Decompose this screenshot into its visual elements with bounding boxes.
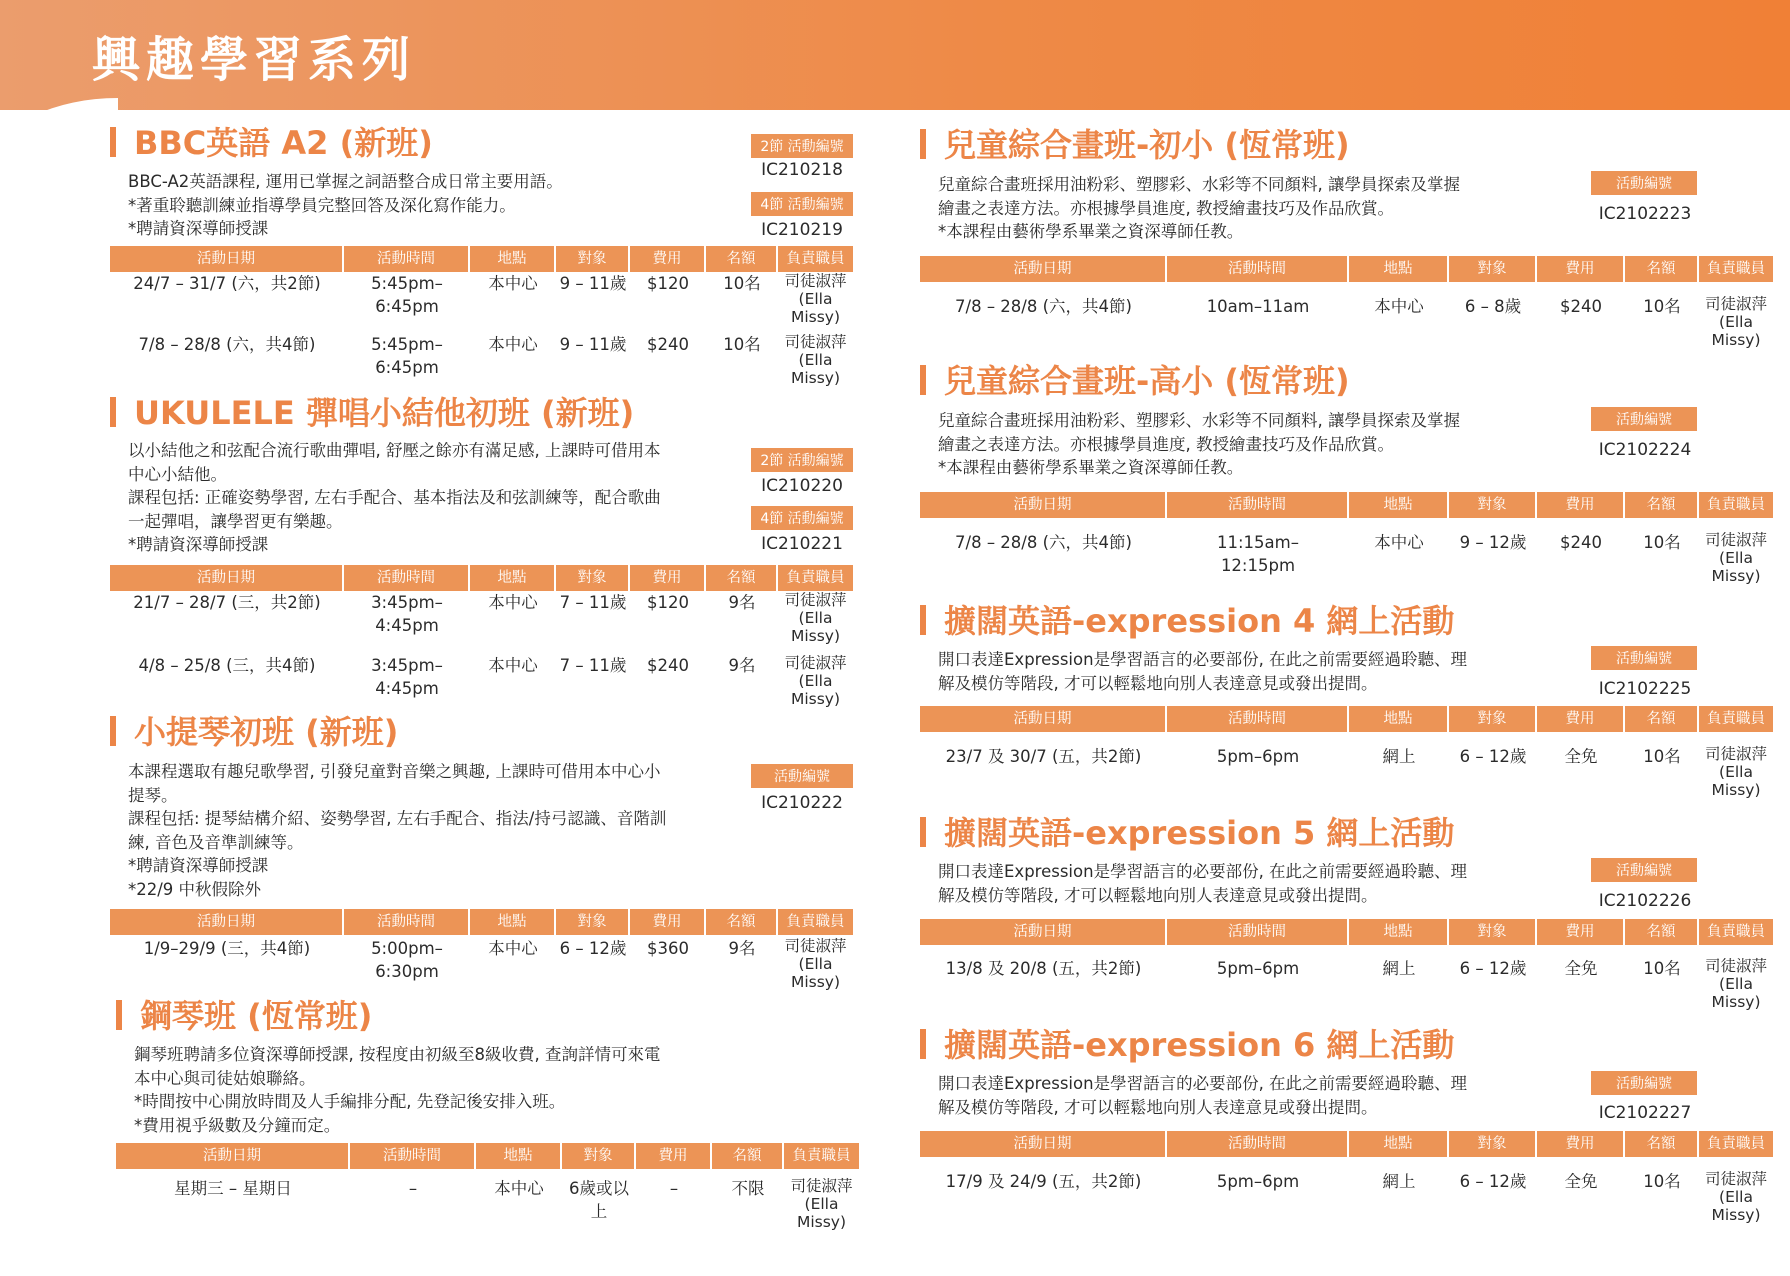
cell-date: 7/8 – 28/8 (六，共4節) — [138, 335, 316, 354]
column-header: 名額 — [1625, 256, 1697, 282]
activity-code: IC210220 — [761, 476, 843, 496]
cell-date: 7/8 – 28/8 (六，共4節) — [955, 297, 1132, 316]
cell-fee: $240 — [1560, 533, 1602, 552]
activity-code-badge: 2節 活動編號 — [750, 447, 854, 473]
column-header: 負責職員 — [778, 565, 853, 591]
cell-quota: 9名 — [728, 593, 756, 612]
description-line: 一起彈唱，讓學習更有樂趣。 — [128, 511, 343, 531]
section-title: 兒童綜合畫班-初小 (恆常班) — [920, 127, 1350, 163]
cell-line: (Ella — [1719, 549, 1753, 567]
column-header: 名額 — [706, 909, 776, 935]
cell-quota: 10名 — [1643, 747, 1681, 766]
cell-line: Missy) — [790, 308, 841, 326]
description-line: *聘請資深導師授課 — [128, 856, 269, 875]
table-header — [920, 706, 1773, 732]
cell-time — [344, 333, 470, 387]
cell-place: 網上 — [1382, 747, 1416, 766]
description-line: 練, 音色及音準訓練等。 — [128, 832, 304, 852]
column-header: 負責職員 — [778, 246, 853, 272]
cell-fee: – — [669, 1179, 679, 1198]
table-header — [110, 909, 853, 935]
column-header: 活動日期 — [920, 1131, 1165, 1157]
cell-line: 司徒淑萍 — [784, 654, 847, 672]
activity-code-badge: 2節 活動編號 — [750, 133, 854, 159]
description-line: 解及模仿等階段, 才可以輕鬆地向別人表達意見或發出提問。 — [938, 885, 1378, 905]
cell-staff — [1699, 295, 1773, 349]
section-description — [938, 1072, 1467, 1119]
column-header: 對象 — [1449, 919, 1535, 945]
cell-target: 9 – 11歲 — [559, 274, 627, 293]
column-header: 名額 — [1625, 919, 1697, 945]
cell-line: 司徒淑萍 — [784, 272, 847, 290]
cell-fee: 全免 — [1564, 747, 1598, 766]
cell-time — [1167, 957, 1349, 1011]
cell-date: 23/7 及 30/7 (五，共2節) — [945, 747, 1142, 766]
table-row — [920, 745, 1773, 799]
column-header: 對象 — [1449, 492, 1535, 518]
table-row — [920, 957, 1773, 1011]
cell-target: 7 – 11歲 — [559, 656, 627, 675]
table-header — [920, 492, 1773, 518]
cell-line: 司徒淑萍 — [784, 333, 847, 351]
description-line: 兒童綜合畫班採用油粉彩、塑膠彩、水彩等不同顏料, 讓學員探索及掌握 — [938, 175, 1460, 194]
column-header: 活動日期 — [110, 246, 342, 272]
column-header: 名額 — [706, 565, 776, 591]
cell-line: – — [408, 1179, 418, 1198]
column-header: 費用 — [1537, 706, 1623, 732]
cell-line: 3:45pm– — [371, 656, 443, 675]
cell-line: 司徒淑萍 — [1704, 957, 1767, 975]
cell-line: 5pm–6pm — [1216, 1172, 1300, 1191]
column-header: 地點 — [470, 246, 554, 272]
cell-time — [350, 1177, 476, 1231]
column-header: 活動時間 — [1167, 1131, 1347, 1157]
section-description — [938, 409, 1460, 480]
cell-fee: 全免 — [1564, 959, 1598, 978]
activity-code-badge: 活動編號 — [1590, 170, 1698, 196]
activity-code-badge: 活動編號 — [1590, 1070, 1698, 1096]
column-header: 活動日期 — [920, 919, 1165, 945]
cell-fee: $120 — [647, 593, 689, 612]
cell-staff — [1699, 531, 1773, 585]
cell-staff — [778, 591, 853, 645]
table-row — [110, 937, 853, 991]
column-header: 地點 — [470, 565, 554, 591]
cell-place: 本中心 — [488, 939, 538, 958]
cell-quota: 10名 — [1643, 959, 1681, 978]
description-line: 開口表達Expression是學習語言的必要部份, 在此之前需要經過聆聽、理 — [938, 862, 1468, 881]
table-header — [920, 256, 1773, 282]
cell-time — [344, 937, 470, 991]
cell-line: Missy) — [1711, 781, 1761, 799]
cell-line: Missy) — [1711, 1206, 1761, 1224]
column-header: 地點 — [1349, 919, 1447, 945]
cell-target: 9 – 11歲 — [559, 335, 627, 354]
cell-time — [344, 591, 470, 645]
table-row — [920, 531, 1773, 585]
cell-line: 5pm–6pm — [1216, 747, 1300, 766]
cell-line: 司徒淑萍 — [1704, 531, 1767, 549]
column-header: 對象 — [1449, 706, 1535, 732]
cell-line: 5:00pm– — [371, 939, 443, 958]
cell-staff — [1699, 957, 1773, 1011]
cell-date: 星期三 – 星期日 — [174, 1179, 292, 1198]
cell-staff — [1699, 745, 1773, 799]
column-header: 活動時間 — [1167, 492, 1347, 518]
cell-target: 6 – 12歲 — [1459, 959, 1527, 978]
cell-time — [344, 654, 470, 708]
column-header: 地點 — [470, 909, 554, 935]
cell-target: 6歲或以上 — [569, 1179, 629, 1221]
cell-fee: $240 — [1560, 297, 1602, 316]
cell-line: 5:45pm– — [371, 335, 443, 354]
activity-code-badge: 活動編號 — [750, 763, 854, 789]
cell-time — [344, 272, 470, 326]
column-header: 活動日期 — [110, 565, 342, 591]
activity-code-badge: 活動編號 — [1590, 645, 1698, 671]
cell-quota: 10名 — [1643, 1172, 1681, 1191]
cell-line: (Ella — [798, 672, 833, 690]
cell-fee: $360 — [647, 939, 689, 958]
description-line: 兒童綜合畫班採用油粉彩、塑膠彩、水彩等不同顏料, 讓學員探索及掌握 — [938, 411, 1460, 430]
cell-line: 5:45pm– — [371, 274, 443, 293]
cell-staff — [778, 272, 853, 326]
cell-line: 司徒淑萍 — [790, 1177, 853, 1195]
table-row — [110, 591, 853, 645]
cell-time — [1167, 745, 1349, 799]
section-title: UKULELE 彈唱小結他初班 (新班) — [110, 395, 634, 431]
column-header: 名額 — [1625, 706, 1697, 732]
cell-place: 本中心 — [1374, 297, 1424, 316]
description-line: *聘請資深導師授課 — [128, 219, 269, 238]
table-header — [920, 919, 1773, 945]
table-row — [920, 295, 1773, 349]
column-header: 名額 — [712, 1143, 782, 1169]
activity-code-badge: 4節 活動編號 — [750, 191, 854, 217]
description-line: *著重聆聽訓練並指導學員完整回答及深化寫作能力。 — [128, 195, 516, 215]
cell-line: (Ella — [1719, 1188, 1753, 1206]
activity-code: IC2102225 — [1598, 679, 1692, 699]
cell-line: 6:45pm — [375, 297, 439, 316]
activity-code: IC210222 — [761, 793, 843, 813]
cell-target: 6 – 8歲 — [1464, 297, 1522, 316]
activity-code: IC2102226 — [1598, 891, 1692, 911]
column-header: 活動時間 — [350, 1143, 474, 1169]
column-header: 活動日期 — [920, 256, 1165, 282]
column-header: 費用 — [636, 1143, 710, 1169]
activity-code-badge: 活動編號 — [1590, 857, 1698, 883]
column-header: 費用 — [1537, 256, 1623, 282]
cell-place: 本中心 — [1374, 533, 1424, 552]
table-row — [110, 272, 853, 326]
cell-staff — [784, 1177, 859, 1231]
cell-fee: $240 — [647, 335, 689, 354]
description-line: 以小結他之和弦配合流行歌曲彈唱, 舒壓之餘亦有滿足感, 上課時可借用本 — [128, 441, 661, 460]
description-line: 中心小結他。 — [128, 464, 227, 484]
cell-place: 本中心 — [488, 335, 538, 354]
cell-line: Missy) — [790, 369, 841, 387]
cell-place: 本中心 — [494, 1179, 544, 1198]
activity-code-badge: 活動編號 — [1590, 406, 1698, 432]
column-header: 負責職員 — [778, 909, 853, 935]
cell-time — [1167, 295, 1349, 349]
cell-line: 12:15pm — [1220, 556, 1296, 575]
cell-line: 司徒淑萍 — [784, 591, 847, 609]
column-header: 費用 — [630, 246, 704, 272]
cell-staff — [778, 937, 853, 991]
description-line: 開口表達Expression是學習語言的必要部份, 在此之前需要經過聆聽、理 — [938, 650, 1468, 669]
cell-date: 13/8 及 20/8 (五，共2節) — [945, 959, 1142, 978]
description-line: BBC-A2英語課程, 運用已掌握之詞語整合成日常主要用語。 — [128, 172, 563, 191]
column-header: 地點 — [476, 1143, 560, 1169]
column-header: 活動日期 — [920, 492, 1165, 518]
description-line: 繪畫之表達方法。亦根據學員進度, 教授繪畫技巧及作品欣賞。 — [938, 434, 1394, 454]
column-header: 負責職員 — [1699, 919, 1773, 945]
section-title: 擴闊英語-expression 4 網上活動 — [920, 603, 1454, 639]
cell-quota: 10名 — [1643, 533, 1681, 552]
column-header: 費用 — [1537, 919, 1623, 945]
cell-line: Missy) — [790, 690, 841, 708]
cell-line: Missy) — [1711, 331, 1761, 349]
cell-time — [1167, 1170, 1349, 1224]
column-header: 地點 — [1349, 1131, 1447, 1157]
cell-fee: $240 — [647, 656, 689, 675]
cell-target: 9 – 12歲 — [1459, 533, 1527, 552]
description-line: 本課程選取有趣兒歌學習, 引發兒童對音樂之興趣, 上課時可借用本中心小 — [128, 762, 661, 781]
column-header: 對象 — [556, 246, 628, 272]
cell-line: 11:15am– — [1217, 533, 1299, 552]
table-row — [110, 333, 853, 387]
cell-target: 7 – 11歲 — [559, 593, 627, 612]
column-header: 對象 — [556, 565, 628, 591]
cell-line: 4:45pm — [375, 616, 439, 635]
activity-code: IC2102223 — [1598, 204, 1692, 224]
description-line: 開口表達Expression是學習語言的必要部份, 在此之前需要經過聆聽、理 — [938, 1074, 1468, 1093]
description-line: *費用視乎級數及分鐘而定。 — [134, 1115, 341, 1135]
column-header: 活動日期 — [116, 1143, 348, 1169]
cell-place: 本中心 — [488, 274, 538, 293]
description-line: *時間按中心開放時間及人手編排分配, 先登記後安排入班。 — [134, 1092, 566, 1111]
cell-line: (Ella — [1719, 313, 1753, 331]
section-description — [128, 760, 666, 901]
column-header: 負責職員 — [1699, 256, 1773, 282]
column-header: 名額 — [1625, 1131, 1697, 1157]
cell-line: Missy) — [790, 627, 841, 645]
cell-quota: 10名 — [723, 274, 761, 293]
cell-line: Missy) — [1711, 993, 1761, 1011]
column-header: 負責職員 — [1699, 1131, 1773, 1157]
section-description — [134, 1043, 660, 1137]
section-title: 擴闊英語-expression 5 網上活動 — [920, 815, 1454, 851]
cell-date: 1/9–29/9 (三，共4節) — [143, 939, 311, 958]
description-line: 課程包括: 提琴結構介紹、姿勢學習, 左右手配合、指法/持弓認識、音階訓 — [128, 809, 667, 828]
column-header: 對象 — [562, 1143, 634, 1169]
cell-date: 24/7 – 31/7 (六，共2節) — [133, 274, 321, 293]
column-header: 負責職員 — [1699, 492, 1773, 518]
cell-line: (Ella — [1719, 763, 1753, 781]
cell-line: 3:45pm– — [371, 593, 443, 612]
cell-target: 6 – 12歲 — [559, 939, 627, 958]
column-header: 費用 — [630, 565, 704, 591]
section-title: 小提琴初班 (新班) — [110, 714, 398, 750]
cell-place: 網上 — [1382, 1172, 1416, 1191]
section-description — [128, 170, 563, 241]
cell-line: (Ella — [1719, 975, 1753, 993]
table-header — [110, 246, 853, 272]
cell-quota: 9名 — [728, 656, 756, 675]
cell-quota: 不限 — [731, 1179, 765, 1198]
description-line: 本中心與司徒姑娘聯絡。 — [134, 1068, 316, 1088]
section-description — [938, 173, 1460, 244]
cell-line: (Ella — [798, 290, 833, 308]
cell-place: 本中心 — [488, 593, 538, 612]
section-title: 鋼琴班 (恆常班) — [116, 998, 372, 1034]
cell-line: (Ella — [798, 351, 833, 369]
column-header: 對象 — [556, 909, 628, 935]
cell-date: 4/8 – 25/8 (三，共4節) — [138, 656, 316, 675]
activity-code: IC2102227 — [1598, 1103, 1692, 1123]
column-header: 名額 — [706, 246, 776, 272]
page-title: 興趣學習系列 — [92, 32, 417, 88]
cell-target: 6 – 12歲 — [1459, 1172, 1527, 1191]
column-header: 負責職員 — [1699, 706, 1773, 732]
cell-line: (Ella — [804, 1195, 839, 1213]
column-header: 活動時間 — [344, 246, 468, 272]
cell-place: 本中心 — [488, 656, 538, 675]
cell-quota: 10名 — [723, 335, 761, 354]
section-description — [938, 648, 1467, 695]
cell-line: Missy) — [1711, 567, 1761, 585]
table-row — [116, 1177, 859, 1231]
cell-line: 10am–11am — [1206, 297, 1310, 316]
table-row — [920, 1170, 1773, 1224]
description-line: 提琴。 — [128, 785, 178, 805]
table-header — [110, 565, 853, 591]
column-header: 地點 — [1349, 492, 1447, 518]
description-line: 繪畫之表達方法。亦根據學員進度, 教授繪畫技巧及作品欣賞。 — [938, 198, 1394, 218]
cell-line: 6:30pm — [375, 962, 439, 981]
table-header — [116, 1143, 859, 1169]
description-line: *本課程由藝術學系畢業之資深導師任教。 — [938, 222, 1244, 241]
description-line: 解及模仿等階段, 才可以輕鬆地向別人表達意見或發出提問。 — [938, 1097, 1378, 1117]
column-header: 費用 — [630, 909, 704, 935]
activity-code: IC2102224 — [1598, 440, 1692, 460]
table-row — [110, 654, 853, 708]
column-header: 費用 — [1537, 1131, 1623, 1157]
activity-code: IC210218 — [761, 160, 843, 180]
column-header: 地點 — [1349, 706, 1447, 732]
activity-code: IC210219 — [761, 220, 843, 240]
cell-time — [1167, 531, 1349, 585]
cell-line: 5pm–6pm — [1216, 959, 1300, 978]
description-line: 鋼琴班聘請多位資深導師授課, 按程度由初級至8級收費, 查詢詳情可來電 — [134, 1045, 661, 1064]
section-description — [128, 439, 661, 557]
cell-line: 司徒淑萍 — [1704, 1170, 1767, 1188]
column-header: 活動日期 — [110, 909, 342, 935]
section-description — [938, 860, 1467, 907]
section-title: 兒童綜合畫班-高小 (恆常班) — [920, 363, 1350, 399]
cell-staff — [778, 333, 853, 387]
column-header: 名額 — [1625, 492, 1697, 518]
cell-line: (Ella — [798, 609, 833, 627]
activity-code: IC210221 — [761, 534, 843, 554]
cell-line: 4:45pm — [375, 679, 439, 698]
cell-quota: 10名 — [1643, 297, 1681, 316]
cell-line: 6:45pm — [375, 358, 439, 377]
cell-line: Missy) — [796, 1213, 847, 1231]
cell-target: 6 – 12歲 — [1459, 747, 1527, 766]
table-header — [920, 1131, 1773, 1157]
cell-fee: 全免 — [1564, 1172, 1598, 1191]
cell-line: Missy) — [790, 973, 841, 991]
column-header: 活動時間 — [344, 565, 468, 591]
column-header: 對象 — [1449, 256, 1535, 282]
cell-date: 21/7 – 28/7 (三，共2節) — [133, 593, 321, 612]
column-header: 對象 — [1449, 1131, 1535, 1157]
cell-line: 司徒淑萍 — [1704, 745, 1767, 763]
description-line: 課程包括: 正確姿勢學習, 左右手配合、基本指法及和弦訓練等，配合歌曲 — [128, 488, 661, 507]
column-header: 地點 — [1349, 256, 1447, 282]
activity-code-badge: 4節 活動編號 — [750, 505, 854, 531]
section-title: 擴闊英語-expression 6 網上活動 — [920, 1027, 1454, 1063]
column-header: 費用 — [1537, 492, 1623, 518]
description-line: *聘請資深導師授課 — [128, 535, 269, 554]
cell-date: 17/9 及 24/9 (五，共2節) — [945, 1172, 1142, 1191]
column-header: 活動日期 — [920, 706, 1165, 732]
column-header: 活動時間 — [1167, 706, 1347, 732]
cell-line: 司徒淑萍 — [784, 937, 847, 955]
cell-staff — [778, 654, 853, 708]
description-line: 解及模仿等階段, 才可以輕鬆地向別人表達意見或發出提問。 — [938, 673, 1378, 693]
column-header: 負責職員 — [784, 1143, 859, 1169]
cell-fee: $120 — [647, 274, 689, 293]
cell-staff — [1699, 1170, 1773, 1224]
description-line: *22/9 中秋假除外 — [128, 879, 262, 899]
cell-quota: 9名 — [728, 939, 756, 958]
cell-date: 7/8 – 28/8 (六，共4節) — [955, 533, 1132, 552]
cell-line: (Ella — [798, 955, 833, 973]
cell-line: 司徒淑萍 — [1704, 295, 1767, 313]
column-header: 活動時間 — [1167, 256, 1347, 282]
section-title: BBC英語 A2 (新班) — [110, 125, 433, 161]
description-line: *本課程由藝術學系畢業之資深導師任教。 — [938, 458, 1244, 477]
column-header: 活動時間 — [1167, 919, 1347, 945]
cell-place: 網上 — [1382, 959, 1416, 978]
column-header: 活動時間 — [344, 909, 468, 935]
